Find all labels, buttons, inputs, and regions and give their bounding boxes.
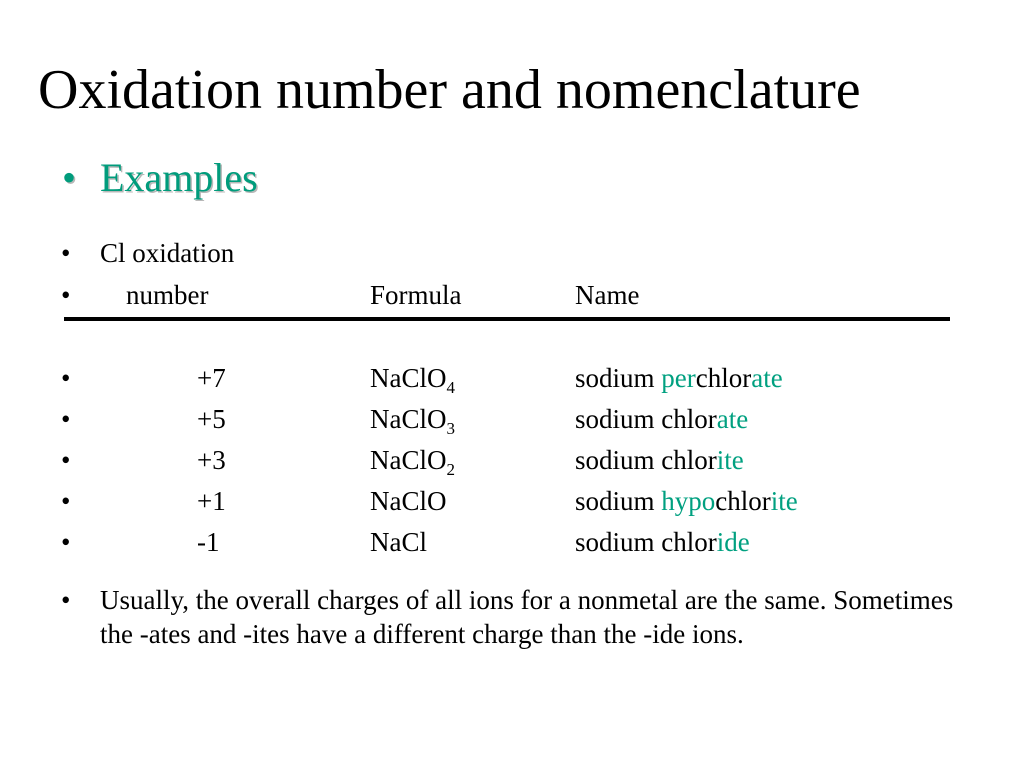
compound-name	[575, 447, 744, 474]
column-header-number: number	[126, 280, 209, 310]
bullet: •	[61, 363, 71, 393]
highlighted-affix: ate	[716, 404, 749, 434]
examples-label: Examples	[100, 155, 258, 200]
slide-title: Oxidation number and nomenclature	[38, 59, 861, 121]
note-paragraph	[61, 583, 961, 651]
compound-name	[575, 365, 783, 392]
highlighted-affix: per	[661, 363, 696, 393]
formula: NaClO$_2$	[370, 445, 455, 479]
note-text: Usually, the overall charges of all ions for a nonmetal are the same. Sometimes the -ates and -ites have a different charge than the -ide ions.	[100, 585, 954, 649]
highlighted-affix: ite	[770, 486, 798, 516]
compound-name	[575, 488, 798, 515]
column-header-name: Name	[575, 280, 640, 310]
cl-oxidation-label: Cl oxidation	[100, 238, 235, 268]
bullet: •	[61, 238, 71, 268]
formula-subscript: 2	[446, 460, 455, 479]
oxidation-number: +7	[197, 363, 226, 393]
compound-name	[575, 406, 748, 433]
highlighted-affix: ate	[751, 363, 783, 393]
column-header-formula: Formula	[370, 280, 462, 310]
compound-name	[575, 529, 750, 556]
examples-heading	[62, 155, 258, 200]
table-divider	[64, 317, 950, 321]
formula: NaClO$_3$	[370, 404, 455, 438]
formula: NaClO	[370, 486, 447, 516]
bullet: •	[61, 404, 71, 434]
name-part: chlor	[715, 486, 771, 516]
formula-subscript: 4	[446, 378, 455, 397]
bullet: •	[61, 527, 71, 557]
bullet: •	[62, 155, 77, 200]
highlighted-affix: ide	[716, 527, 750, 557]
bullet: •	[61, 585, 71, 615]
bullet: •	[61, 280, 71, 310]
name-part: sodium chlor	[575, 445, 717, 475]
name-part: chlor	[695, 363, 752, 393]
name-part: sodium	[575, 363, 662, 393]
bullet: •	[61, 445, 71, 475]
formula-subscript: 3	[446, 419, 455, 438]
highlighted-affix: hypo	[661, 486, 716, 516]
highlighted-affix: ite	[716, 445, 744, 475]
oxidation-number: +1	[197, 486, 226, 516]
oxidation-number: -1	[197, 527, 220, 557]
oxidation-number: +3	[197, 445, 226, 475]
oxidation-number: +5	[197, 404, 226, 434]
formula: NaClO$_4$	[370, 363, 455, 397]
formula: NaCl	[370, 527, 427, 557]
name-part: sodium chlor	[575, 404, 717, 434]
bullet: •	[61, 486, 71, 516]
name-part: sodium	[575, 486, 662, 516]
name-part: sodium chlor	[575, 527, 717, 557]
